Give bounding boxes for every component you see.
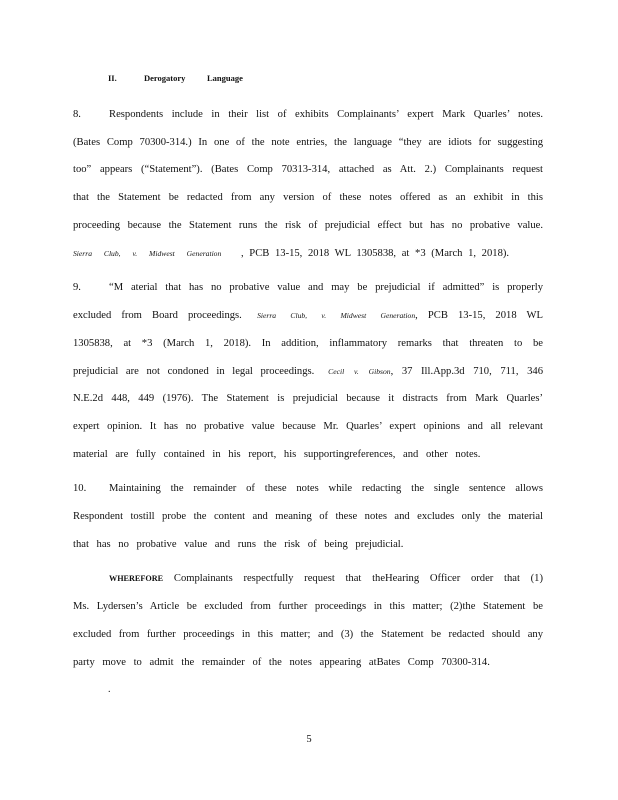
case-citation: Cecil v. Gibson [328,367,391,376]
wherefore-label: WHEREFORE [109,574,164,583]
section-heading [108,73,243,83]
case-citation: Sierra Club, v. Midwest Generation [73,249,222,258]
para9-line-2 [73,309,543,323]
para8-line-1 [73,108,543,122]
para9-line-1 [73,281,543,295]
para9-line-1-text: “M aterial that has no probative value and may be prejudicial if admitted” is properly [109,282,543,293]
section-title-word-2: Language [207,73,243,83]
wherefore-line-3: excluded from further proceedings in this matter; and (3) the Statement be redacted should any [73,629,543,640]
para9-line-4 [73,365,543,379]
para9-line-4-pre: prejudicial are not condoned in legal proceedings. [73,366,315,377]
para9-line-2-pre: excluded from Board proceedings. [73,310,242,321]
wherefore-line-2: Ms. Lydersen’s Article be excluded from further proceedings in this matter; (2)the Statement be [73,601,543,612]
wherefore-line-1 [73,572,543,586]
para9-line-6: expert opinion. It has no probative value because Mr. Quarles’ expert opinions and all relevant [73,421,543,432]
para9-line-3: 1305838, at *3 (March 1, 2018). In addition, inflammatory remarks that threaten to be [73,338,543,349]
para9-line-4-post: , 37 Ill.App.3d 710, 711, 346 [390,366,544,377]
para10-line-1 [73,482,543,496]
trailing-mark: . [108,684,111,695]
para10-line-3: that has no probative value and runs the risk of being prejudicial. [73,539,404,550]
page-number: 5 [306,734,312,745]
para8-line-1-text: Respondents include in their list of exhibits Complainants’ expert Mark Quarles’ notes. [109,109,543,120]
para8-number: 8. [73,109,81,120]
para8-line-5: proceeding because the Statement runs the risk of prejudicial effect but has no probative value. [73,220,543,231]
para8-line-6-text: , PCB 13-15, 2018 WL 1305838, at *3 (March 1, 2018). [241,248,510,259]
para9-line-2-post: , PCB 13-15, 2018 WL [415,310,543,321]
case-citation: Sierra Club, v. Midwest Generation [257,311,416,320]
para8-line-6 [73,247,543,261]
para8-line-4: that the Statement be redacted from any version of these notes offered as an exhibit in this [73,192,543,203]
para8-line-2: (Bates Comp 70300-314.) In one of the note entries, the language “they are idiots for suggesting [73,137,543,148]
para10-line-2: Respondent tostill probe the content and meaning of these notes and excludes only the material [73,511,543,522]
wherefore-line-1-text: Complainants respectfully request that theHearing Officer order that (1) [173,573,544,584]
section-title-word-1: Derogatory [144,73,186,83]
para8-line-3: too” appears (“Statement”). (Bates Comp 70313-314, attached as Att. 2.) Complainants request [73,164,543,175]
para10-line-1-text: Maintaining the remainder of these notes while redacting the single sentence allows [109,483,543,494]
para10-number: 10. [73,483,87,494]
para9-line-7: material are fully contained in his report, his supportingreferences, and other notes. [73,449,481,460]
para9-number: 9. [73,282,81,293]
para9-line-5: N.E.2d 448, 449 (1976). The Statement is prejudicial because it distracts from Mark Quarles’ [73,393,543,404]
section-number: II. [108,73,117,83]
wherefore-line-4: party move to admit the remainder of the notes appearing atBates Comp 70300-314. [73,657,490,668]
